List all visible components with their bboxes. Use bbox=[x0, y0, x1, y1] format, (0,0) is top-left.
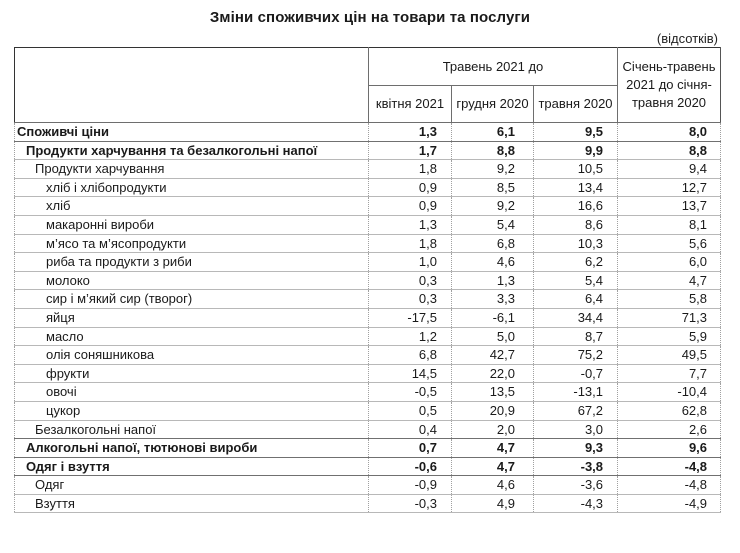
value-vs-april-2021: 14,5 bbox=[369, 364, 452, 383]
table-row bbox=[15, 476, 721, 495]
table-row bbox=[15, 178, 721, 197]
table-row bbox=[15, 439, 721, 458]
row-label: яйця bbox=[15, 308, 369, 327]
row-label: Продукти харчування bbox=[15, 160, 369, 179]
value-vs-april-2021: 0,3 bbox=[369, 290, 452, 309]
value-vs-december-2020: 9,2 bbox=[452, 197, 534, 216]
value-vs-may-2020: 5,4 bbox=[534, 271, 618, 290]
value-vs-may-2020: 16,6 bbox=[534, 197, 618, 216]
value-vs-december-2020: 4,7 bbox=[452, 439, 534, 458]
value-jan-may-yoy: 8,0 bbox=[618, 123, 721, 142]
value-jan-may-yoy: 5,9 bbox=[618, 327, 721, 346]
value-vs-april-2021: 0,4 bbox=[369, 420, 452, 439]
value-vs-december-2020: 4,6 bbox=[452, 253, 534, 272]
table-row bbox=[15, 123, 721, 142]
table-row bbox=[15, 364, 721, 383]
header-group-may-2021: Травень 2021 до bbox=[369, 48, 618, 86]
value-vs-may-2020: -3,6 bbox=[534, 476, 618, 495]
value-jan-may-yoy: -4,8 bbox=[618, 457, 721, 476]
table-row bbox=[15, 308, 721, 327]
row-label: сир і м’який сир (творог) bbox=[15, 290, 369, 309]
row-label: молоко bbox=[15, 271, 369, 290]
value-jan-may-yoy: 2,6 bbox=[618, 420, 721, 439]
value-jan-may-yoy: -4,9 bbox=[618, 494, 721, 513]
value-vs-may-2020: 9,9 bbox=[534, 141, 618, 160]
table-row bbox=[15, 253, 721, 272]
value-vs-may-2020: -3,8 bbox=[534, 457, 618, 476]
page-title: Зміни споживчих цін на товари та послуги bbox=[209, 9, 531, 26]
row-label: макаронні вироби bbox=[15, 215, 369, 234]
row-label: хліб і хлібопродукти bbox=[15, 178, 369, 197]
value-jan-may-yoy: 62,8 bbox=[618, 401, 721, 420]
value-vs-may-2020: 3,0 bbox=[534, 420, 618, 439]
value-vs-december-2020: 4,7 bbox=[452, 457, 534, 476]
table-row bbox=[15, 457, 721, 476]
header-col-may-2020: травня 2020 bbox=[534, 86, 618, 123]
table-row bbox=[15, 383, 721, 402]
table-row bbox=[15, 271, 721, 290]
value-vs-april-2021: -17,5 bbox=[369, 308, 452, 327]
row-label: Алкогольні напої, тютюнові вироби bbox=[15, 439, 369, 458]
value-jan-may-yoy: 8,1 bbox=[618, 215, 721, 234]
row-label: м’ясо та м’ясопродукти bbox=[15, 234, 369, 253]
table-row bbox=[15, 401, 721, 420]
value-vs-december-2020: 5,0 bbox=[452, 327, 534, 346]
value-vs-december-2020: 22,0 bbox=[452, 364, 534, 383]
value-vs-december-2020: 9,2 bbox=[452, 160, 534, 179]
value-jan-may-yoy: -4,8 bbox=[618, 476, 721, 495]
row-label: Одяг bbox=[15, 476, 369, 495]
row-label: масло bbox=[15, 327, 369, 346]
row-label: фрукти bbox=[15, 364, 369, 383]
value-vs-december-2020: 6,1 bbox=[452, 123, 534, 142]
table-row bbox=[15, 346, 721, 365]
table-row bbox=[15, 215, 721, 234]
units-note: (відсотків) bbox=[656, 31, 718, 46]
value-vs-december-2020: 42,7 bbox=[452, 346, 534, 365]
value-jan-may-yoy: 12,7 bbox=[618, 178, 721, 197]
value-vs-april-2021: 1,8 bbox=[369, 234, 452, 253]
value-jan-may-yoy: 5,8 bbox=[618, 290, 721, 309]
table-row bbox=[15, 290, 721, 309]
value-jan-may-yoy: 4,7 bbox=[618, 271, 721, 290]
row-label: овочі bbox=[15, 383, 369, 402]
row-label: Продукти харчування та безалкогольні напої bbox=[15, 141, 369, 160]
value-vs-april-2021: 0,3 bbox=[369, 271, 452, 290]
value-jan-may-yoy: 13,7 bbox=[618, 197, 721, 216]
value-vs-may-2020: 67,2 bbox=[534, 401, 618, 420]
value-vs-april-2021: 0,9 bbox=[369, 178, 452, 197]
value-vs-april-2021: 1,7 bbox=[369, 141, 452, 160]
value-jan-may-yoy: 7,7 bbox=[618, 364, 721, 383]
value-vs-may-2020: 75,2 bbox=[534, 346, 618, 365]
value-vs-april-2021: -0,6 bbox=[369, 457, 452, 476]
table-row bbox=[15, 234, 721, 253]
value-jan-may-yoy: 71,3 bbox=[618, 308, 721, 327]
value-jan-may-yoy: 8,8 bbox=[618, 141, 721, 160]
row-label: риба та продукти з риби bbox=[15, 253, 369, 272]
header-corner-cell bbox=[15, 48, 369, 123]
value-vs-december-2020: 1,3 bbox=[452, 271, 534, 290]
value-vs-april-2021: 1,2 bbox=[369, 327, 452, 346]
value-vs-may-2020: 6,2 bbox=[534, 253, 618, 272]
row-label: Безалкогольні напої bbox=[15, 420, 369, 439]
value-jan-may-yoy: 49,5 bbox=[618, 346, 721, 365]
value-vs-may-2020: 9,5 bbox=[534, 123, 618, 142]
table-row bbox=[15, 327, 721, 346]
value-vs-december-2020: 4,6 bbox=[452, 476, 534, 495]
table-row bbox=[15, 420, 721, 439]
value-vs-december-2020: 20,9 bbox=[452, 401, 534, 420]
value-vs-december-2020: 5,4 bbox=[452, 215, 534, 234]
row-label: хліб bbox=[15, 197, 369, 216]
value-vs-april-2021: 1,3 bbox=[369, 123, 452, 142]
table-row bbox=[15, 494, 721, 513]
header-jan-may-column: Січень-травень 2021 до січня-травня 2020 bbox=[618, 48, 721, 123]
row-label: Взуття bbox=[15, 494, 369, 513]
row-label: Одяг і взуття bbox=[15, 457, 369, 476]
value-jan-may-yoy: 6,0 bbox=[618, 253, 721, 272]
value-vs-may-2020: -0,7 bbox=[534, 364, 618, 383]
value-vs-may-2020: 10,3 bbox=[534, 234, 618, 253]
value-vs-april-2021: 0,7 bbox=[369, 439, 452, 458]
value-vs-april-2021: -0,9 bbox=[369, 476, 452, 495]
value-vs-may-2020: 13,4 bbox=[534, 178, 618, 197]
table-row bbox=[15, 197, 721, 216]
value-vs-may-2020: -4,3 bbox=[534, 494, 618, 513]
value-vs-april-2021: 1,0 bbox=[369, 253, 452, 272]
value-vs-april-2021: 0,9 bbox=[369, 197, 452, 216]
row-label: Споживчі ціни bbox=[15, 123, 369, 142]
value-vs-december-2020: 6,8 bbox=[452, 234, 534, 253]
value-vs-december-2020: 4,9 bbox=[452, 494, 534, 513]
value-vs-december-2020: 8,8 bbox=[452, 141, 534, 160]
row-label: олія соняшникова bbox=[15, 346, 369, 365]
value-vs-december-2020: 2,0 bbox=[452, 420, 534, 439]
value-jan-may-yoy: 5,6 bbox=[618, 234, 721, 253]
table-body bbox=[15, 123, 721, 513]
value-vs-december-2020: 13,5 bbox=[452, 383, 534, 402]
row-label: цукор bbox=[15, 401, 369, 420]
value-vs-april-2021: -0,5 bbox=[369, 383, 452, 402]
table-row bbox=[15, 141, 721, 160]
value-jan-may-yoy: -10,4 bbox=[618, 383, 721, 402]
value-vs-april-2021: 6,8 bbox=[369, 346, 452, 365]
value-vs-december-2020: 3,3 bbox=[452, 290, 534, 309]
value-jan-may-yoy: 9,6 bbox=[618, 439, 721, 458]
value-vs-may-2020: -13,1 bbox=[534, 383, 618, 402]
value-vs-may-2020: 8,7 bbox=[534, 327, 618, 346]
value-vs-april-2021: 1,3 bbox=[369, 215, 452, 234]
value-vs-may-2020: 8,6 bbox=[534, 215, 618, 234]
header-col-december-2020: грудня 2020 bbox=[452, 86, 534, 123]
table-row bbox=[15, 160, 721, 179]
value-vs-may-2020: 10,5 bbox=[534, 160, 618, 179]
value-vs-april-2021: 1,8 bbox=[369, 160, 452, 179]
value-vs-december-2020: -6,1 bbox=[452, 308, 534, 327]
header-col-april-2021: квітня 2021 bbox=[369, 86, 452, 123]
value-vs-may-2020: 9,3 bbox=[534, 439, 618, 458]
value-vs-december-2020: 8,5 bbox=[452, 178, 534, 197]
value-vs-april-2021: -0,3 bbox=[369, 494, 452, 513]
value-vs-may-2020: 6,4 bbox=[534, 290, 618, 309]
value-jan-may-yoy: 9,4 bbox=[618, 160, 721, 179]
value-vs-april-2021: 0,5 bbox=[369, 401, 452, 420]
value-vs-may-2020: 34,4 bbox=[534, 308, 618, 327]
price-changes-table bbox=[14, 47, 721, 513]
